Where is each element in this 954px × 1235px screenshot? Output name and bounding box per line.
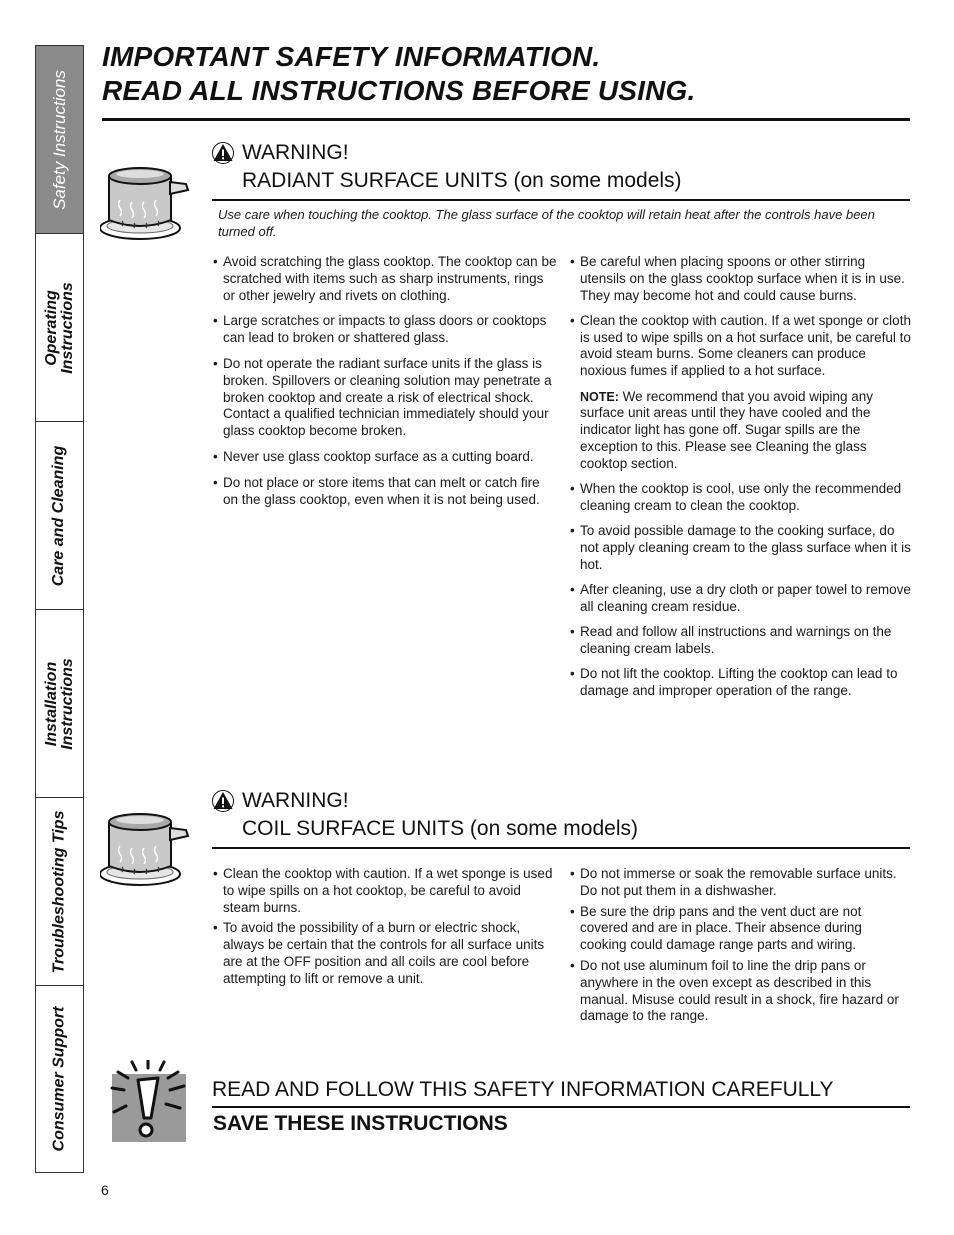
tab-label: Safety Instructions — [49, 69, 69, 210]
list-item: • Never use glass cooktop surface as a cutting board. — [213, 449, 558, 466]
title-line-1: IMPORTANT SAFETY INFORMATION. — [102, 41, 601, 72]
list-item: • After cleaning, use a dry cloth or paper towel to remove all cleaning cream residue. — [570, 582, 912, 616]
coil-warning-heading — [212, 788, 910, 849]
page-title — [102, 40, 910, 121]
save-instructions-heading: SAVE THESE INSTRUCTIONS — [213, 1112, 508, 1135]
radiant-left-column — [213, 254, 558, 517]
list-item: • To avoid possible damage to the cooking surface, do not apply cleaning cream to the glass surface when it is hot. — [570, 523, 912, 573]
tab-operating-instructions[interactable] — [36, 234, 83, 422]
tab-troubleshooting-tips[interactable] — [36, 798, 83, 986]
note-paragraph — [570, 389, 912, 473]
tab-label: Care and Cleaning — [50, 445, 68, 586]
list-item: • To avoid the possibility of a burn or electric shock, always be certain that the controls for all surface units are at the OFF position and all coils are cool before attempting to lift or remove a unit. — [213, 920, 558, 987]
tab-label: Installation Instructions — [42, 657, 76, 750]
exclamation-alert-icon — [108, 1060, 190, 1146]
tab-safety-instructions[interactable] — [36, 46, 83, 234]
list-item: • Clean the cooktop with caution. If a wet sponge or cloth is used to wipe spills on a hot surface unit, be careful to avoid steam burns. Some cleaners can produce noxious fumes if applied to a hot surface. — [570, 313, 912, 380]
hot-pot-icon — [100, 808, 192, 888]
coil-left-column — [213, 866, 558, 992]
tab-label: Troubleshooting Tips — [50, 810, 68, 973]
list-item: • Large scratches or impacts to glass doors or cooktops can lead to broken or shattered glass. — [213, 313, 558, 347]
title-line-2: READ ALL INSTRUCTIONS BEFORE USING. — [102, 75, 696, 106]
list-item: • Do not place or store items that can melt or catch fire on the glass cooktop, even when it is not being used. — [213, 475, 558, 509]
coil-right-column — [570, 866, 912, 1029]
list-item: • Do not operate the radiant surface units if the glass is broken. Spillovers or cleaning solution may penetrate a broken cooktop and create a risk of electrical shock. Contact a qualified technician immediately should your glass cooktop become broken. — [213, 356, 558, 440]
radiant-warning-heading — [212, 140, 910, 201]
note-label: NOTE: — [580, 389, 619, 404]
section-heading: RADIANT SURFACE UNITS (on some models) — [242, 169, 682, 192]
side-tab-nav — [35, 45, 84, 1173]
list-item: • Read and follow all instructions and warnings on the cleaning cream labels. — [570, 624, 912, 658]
radiant-right-column — [570, 254, 912, 708]
page-number: 6 — [101, 1182, 109, 1198]
tab-label: Operating Instructions — [42, 281, 76, 374]
warning-triangle-icon — [212, 790, 234, 812]
hot-pot-icon — [100, 162, 192, 242]
list-item: • Be sure the drip pans and the vent duct are not covered and are in place. Their absence during cooking could damage range parts and wiring. — [570, 904, 912, 954]
tab-installation-instructions[interactable] — [36, 610, 83, 798]
tab-care-and-cleaning[interactable] — [36, 422, 83, 610]
list-item: • When the cooktop is cool, use only the recommended cleaning cream to clean the cooktop. — [570, 481, 912, 515]
list-item: • Clean the cooktop with caution. If a wet sponge is used to wipe spills on a hot cooktop, be careful to avoid steam burns. — [213, 866, 558, 916]
warning-label: WARNING! — [242, 141, 349, 164]
warning-label: WARNING! — [242, 789, 349, 812]
list-item: • Do not use aluminum foil to line the drip pans or anywhere in the oven except as described in this manual. Misuse could result in a shock, fire hazard or damage to the range. — [570, 958, 912, 1025]
warning-triangle-icon — [212, 142, 234, 164]
section-heading: COIL SURFACE UNITS (on some models) — [242, 817, 638, 840]
note-text: We recommend that you avoid wiping any surface unit areas until they have cooled and the indicator light has gone off. Sugar spills are the exception to this. Please see Cleaning the glass cooktop section. — [580, 388, 874, 471]
list-item: • Do not lift the cooktop. Lifting the cooktop can lead to damage and improper operation of the range. — [570, 666, 912, 700]
read-follow-heading: READ AND FOLLOW THIS SAFETY INFORMATION CAREFULLY — [212, 1076, 910, 1108]
tab-consumer-support[interactable] — [36, 986, 83, 1172]
radiant-intro: Use care when touching the cooktop. The glass surface of the cooktop will retain heat after the controls have been turned off. — [218, 207, 875, 239]
tab-label: Consumer Support — [50, 1006, 68, 1152]
list-item: • Be careful when placing spoons or other stirring utensils on the glass cooktop surface when it is in use. They may become hot and could cause burns. — [570, 254, 912, 304]
list-item: • Do not immerse or soak the removable surface units. Do not put them in a dishwasher. — [570, 866, 912, 900]
list-item: • Avoid scratching the glass cooktop. The cooktop can be scratched with items such as sharp instruments, rings or other jewelry and rivets on clothing. — [213, 254, 558, 304]
